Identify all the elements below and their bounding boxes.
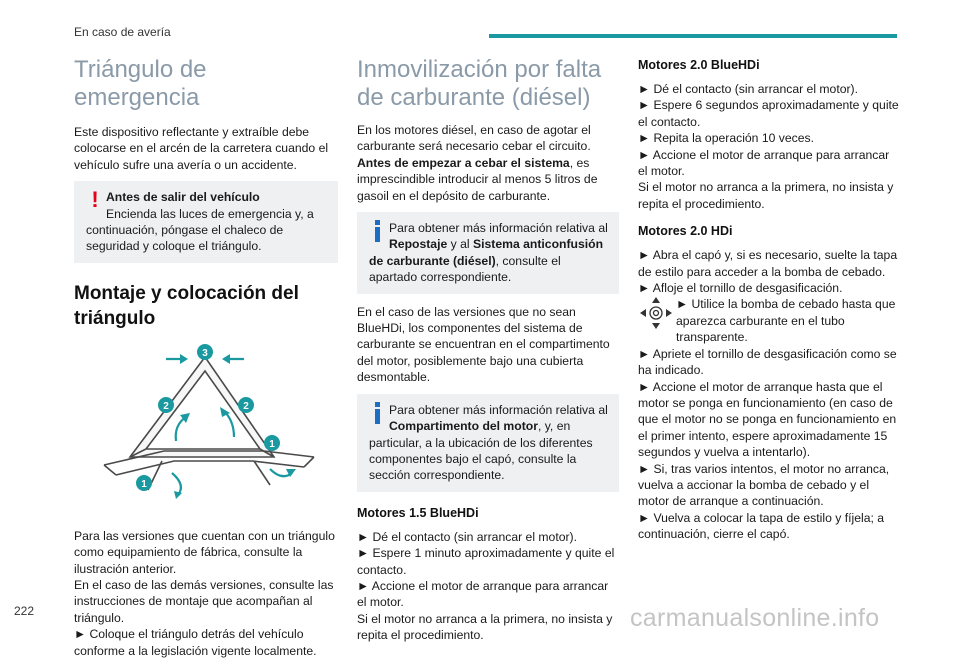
step-item: ► Apriete el tornillo de desgasificación como se ha indicado.	[638, 346, 897, 378]
info1-mid: y al	[447, 237, 473, 252]
pump-step-row	[638, 296, 902, 345]
step-item: ► Espere 1 minuto aproximadamente y quite el contacto.	[357, 546, 615, 577]
info1-post: , consulte el apartado correspondiente.	[369, 253, 561, 285]
text-non-bluehdi: En el caso de las versiones que no sean BlueHDi, los componentes del sistema de carburante se encuentran en el compartimento del motor, posiblemente bajo una cubierta desmontable.	[357, 304, 610, 385]
step-item: ► Accione el motor de arranque hasta que el motor se ponga en funcionamiento (en caso de que el motor no se ponga en funcionamiento en el primer intento, espere aproximadamente 15 segundos y vuelva a intentarlo).	[638, 379, 897, 460]
engine-20-bluehdi-steps	[638, 81, 902, 212]
page-title: Triángulo de emergencia	[74, 56, 207, 111]
text-other-versions: En el caso de las demás versiones, consulte las instrucciones de montaje que acompañan al triángulo.	[74, 578, 334, 625]
text-place-triangle: ► Coloque el triángulo detrás del vehículo conforme a la legislación vigente localmente.	[74, 627, 317, 658]
warning-title: Antes de salir del vehículo	[106, 190, 260, 205]
column-engine-procedures	[638, 52, 902, 543]
step-item: Si el motor no arranca a la primera, no insista y repita el procedimiento.	[357, 611, 613, 643]
label-3: 3	[202, 347, 208, 359]
step-item: Si el motor no arranca a la primera, no insista y repita el procedimiento.	[638, 180, 894, 211]
label-2-right: 2	[243, 400, 249, 412]
info1-misfuel: Sistema anticonfusión de carburante (diésel)	[369, 237, 604, 268]
warning-text: Encienda las luces de emergencia y, a continuación, póngase el chaleco de seguridad y coloque el triángulo.	[86, 206, 314, 254]
info2-pre: Para obtener más información relativa al	[389, 402, 608, 417]
priming-pump-icon	[638, 296, 674, 330]
column-emergency-triangle	[74, 52, 338, 659]
info-icon	[369, 402, 387, 424]
header-accent-bar	[489, 34, 897, 38]
info1-pre: Para obtener más información relativa al	[389, 221, 608, 236]
engine-20-bluehdi-title: Motores 2.0 BlueHDi	[638, 58, 760, 72]
info-box-engine-compartment	[357, 394, 619, 492]
subsection-title: Montaje y colocación del triángulo	[74, 282, 299, 329]
watermark: carmanualsonline.info	[630, 604, 880, 632]
engine-15-steps	[357, 529, 619, 644]
fuel-intro: En los motores diésel, en caso de agotar el carburante será necesario cebar el circuito.	[357, 123, 591, 154]
page-number: 222	[14, 604, 35, 618]
fuel-section-title: Inmovilización por falta de carburante (diésel)	[357, 56, 602, 111]
info-box-refuelling	[357, 212, 619, 294]
step-item: ► Afloje el tornillo de desgasificación.	[638, 281, 843, 296]
priming-rest: , es imprescindible introducir al menos 5 litros de gasoil en el depósito de carburante.	[357, 155, 598, 203]
info2-compartment: Compartimento del motor	[389, 419, 538, 434]
step-item: ► Repita la operación 10 veces.	[638, 131, 815, 146]
step-item: ► Espere 6 segundos aproximadamente y quite el contacto.	[638, 98, 899, 129]
engine-20-hdi-title: Motores 2.0 HDi	[638, 224, 733, 239]
column-fuel-shortage	[357, 52, 619, 644]
warning-box	[74, 181, 338, 263]
priming-bold-lead: Antes de empezar a cebar el sistema	[357, 155, 570, 170]
step-item: ► Vuelva a colocar la tapa de estilo y fíjela; a continuación, cierre el capó.	[638, 510, 885, 542]
step-item: ► Si, tras varios intentos, el motor no arranca, vuelva a accionar la bomba de cebado y el motor de arranque a continuación.	[638, 461, 890, 509]
intro-text: Este dispositivo reflectante y extraíble debe colocarse en el arcén de la carretera cuando el vehículo sufre una avería o un accidente.	[74, 125, 329, 172]
warning-exclamation-icon: !	[91, 187, 99, 213]
label-2-left: 2	[163, 400, 169, 412]
step-item: ► Dé el contacto (sin arrancar el motor).	[357, 529, 578, 544]
step-item: ► Accione el motor de arranque para arrancar el motor.	[638, 147, 890, 179]
triangle-assembly-illustration	[74, 345, 338, 513]
label-1-left: 1	[141, 478, 147, 490]
info2-post: , y, en particular, a la ubicación de los diferentes componentes bajo el capó, consulte la sección correspondiente.	[369, 419, 593, 483]
label-1-right: 1	[269, 438, 275, 450]
info-icon	[369, 220, 387, 242]
engine-15-bluehdi-title: Motores 1.5 BlueHDi	[357, 505, 479, 520]
step-item: ► Abra el capó y, si es necesario, suelte la tapa de estilo para acceder a la bomba de cebado.	[638, 248, 898, 279]
step-item: ► Accione el motor de arranque para arrancar el motor.	[357, 578, 609, 610]
engine-20-hdi-steps	[638, 247, 902, 542]
step-item: ► Dé el contacto (sin arrancar el motor).	[638, 82, 859, 96]
section-header: En caso de avería	[74, 25, 171, 39]
info1-repostaje: Repostaje	[389, 237, 448, 252]
pump-step-text: ► Utilice la bomba de cebado hasta que aparezca carburante en el tubo transparente.	[676, 297, 896, 345]
text-factory-versions: Para las versiones que cuentan con un triángulo como equipamiento de fábrica, consulte la ilustración anterior.	[74, 528, 335, 576]
